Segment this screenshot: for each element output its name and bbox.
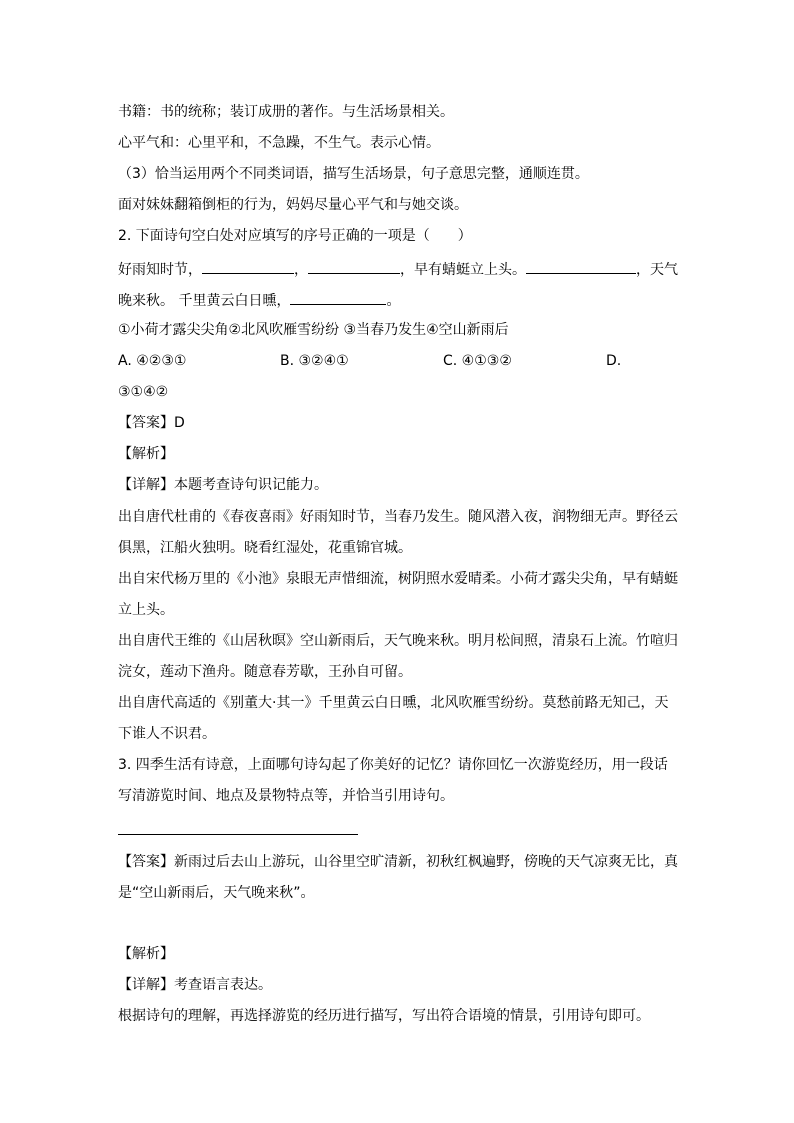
source-wang-wei: 出自唐代王维的《山居秋暝》空山新雨后，天气晚来秋。明月松间照，清泉石上流。竹喧归 — [118, 633, 678, 649]
definition-shuji: 书籍：书的统称；装订成册的著作。与生活场景相关。 — [118, 104, 454, 120]
question-3-stem: 3. 四季生活有诗意，上面哪句诗勾起了你美好的记忆？请你回忆一次游览经历，用一段话 — [118, 757, 668, 773]
answer-blank — [308, 259, 400, 274]
question-2-stem: 2. 下面诗句空白处对应填写的序号正确的一项是（ ） — [118, 228, 472, 244]
poem-text: 。 — [386, 293, 401, 309]
subquestion-3: （3）恰当运用两个不同类词语，描写生活场景，句子意思完整，通顺连贯。 — [118, 166, 589, 182]
answer-blank — [202, 259, 294, 274]
source-gao-shi-cont: 下谁人不识君。 — [118, 726, 216, 742]
detail-explanation: 【详解】本题考查诗句识记能力。 — [118, 477, 328, 493]
source-gao-shi: 出自唐代高适的《别董大·其一》千里黄云白日曛，北风吹雁雪纷纷。莫愁前路无知己，天 — [118, 695, 669, 711]
option-d: D. — [606, 353, 622, 369]
option-d-value: ③①④② — [118, 384, 169, 400]
poem-text: ， — [294, 262, 308, 278]
option-a: A. ④②③① — [118, 353, 187, 369]
source-du-fu-cont: 俱黑，江船火独明。晓看红湿处，花重锦官城。 — [118, 540, 412, 556]
poem-options-list: ①小荷才露尖尖角②北风吹雁雪纷纷 ③当春乃发生④空山新雨后 — [118, 322, 509, 338]
option-b: B. ③②④① — [280, 353, 349, 369]
source-yang-wanli-cont: 立上头。 — [118, 602, 174, 618]
poem-text: ，天气 — [636, 262, 678, 278]
poem-blank-line-1 — [118, 259, 678, 280]
poem-text: 晚来秋。 千里黄云白日曛， — [118, 293, 291, 309]
answer-blank — [290, 290, 386, 305]
answer-blank — [526, 259, 636, 274]
detail-explanation-3: 【详解】考查语言表达。 — [118, 977, 272, 993]
answer-line — [118, 834, 358, 835]
question-3-stem-cont: 写清游览时间、地点及景物特点等，并恰当引用诗句。 — [118, 788, 454, 804]
source-du-fu: 出自唐代杜甫的《春夜喜雨》好雨知时节，当春乃发生。随风潜入夜，润物细无声。野径云 — [118, 509, 678, 525]
analysis-label-3: 【解析】 — [118, 946, 174, 962]
source-wang-wei-cont: 浣女，莲动下渔舟。随意春芳歇，王孙自可留。 — [118, 664, 412, 680]
analysis-label: 【解析】 — [118, 446, 174, 462]
detail-explanation-3-cont: 根据诗句的理解，再选择游览的经历进行描写，写出符合语境的情景，引用诗句即可。 — [118, 1008, 650, 1024]
poem-text: ，早有蜻蜓立上头。 — [400, 262, 526, 278]
poem-text: 好雨知时节， — [118, 262, 202, 278]
source-yang-wanli: 出自宋代杨万里的《小池》泉眼无声惜细流，树阴照水爱晴柔。小荷才露尖尖角，早有蜻蜓 — [118, 571, 678, 587]
definition-xinpingqihe: 心平气和：心里平和，不急躁，不生气。表示心情。 — [118, 135, 440, 151]
answer-3-cont: 是“空山新雨后，天气晚来秋”。 — [118, 885, 315, 901]
example-sentence: 面对妹妹翻箱倒柜的行为，妈妈尽量心平气和与她交谈。 — [118, 197, 468, 213]
answer-label: 【答案】D — [118, 415, 185, 431]
poem-blank-line-2 — [118, 290, 400, 311]
option-c: C. ④①③② — [443, 353, 512, 369]
answer-3: 【答案】新雨过后去山上游玩，山谷里空旷清新，初秋红枫遍野，傍晚的天气凉爽无比，真 — [118, 854, 678, 870]
